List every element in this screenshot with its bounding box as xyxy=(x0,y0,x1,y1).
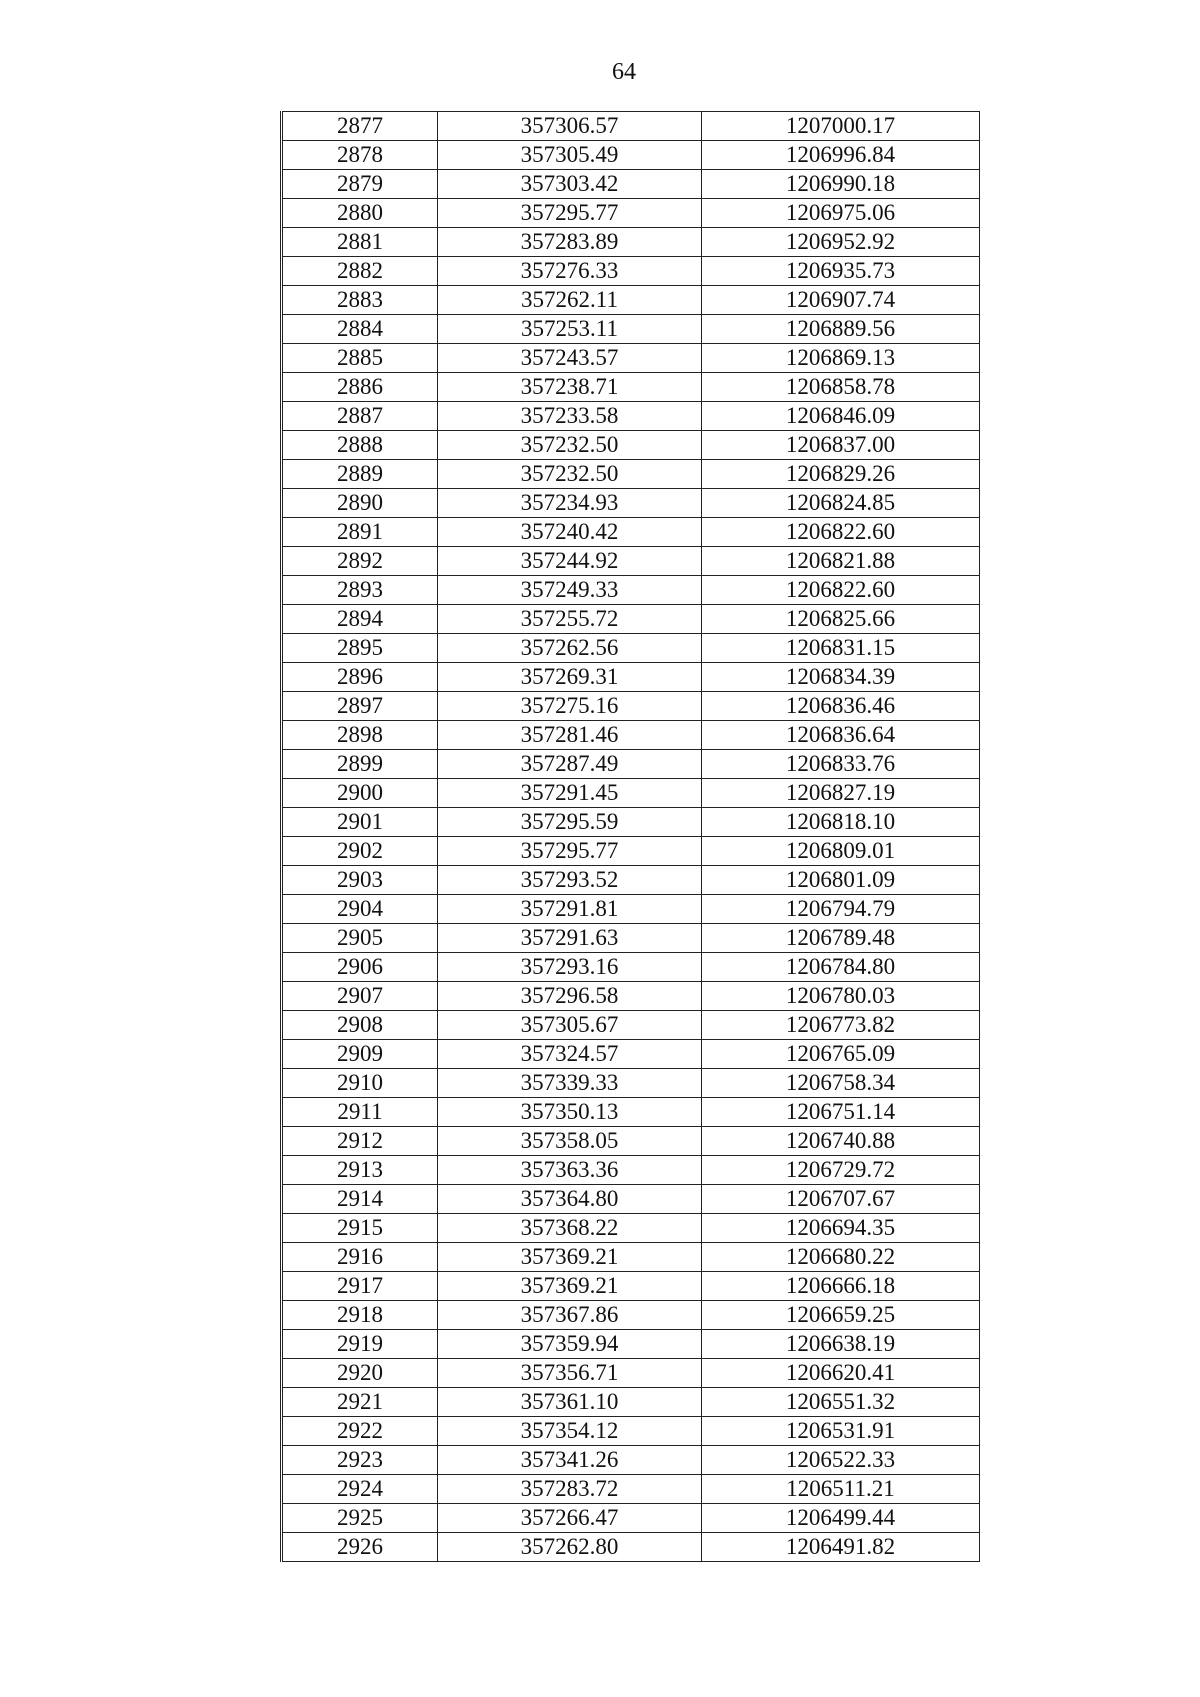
x-coordinate-cell: 357295.77 xyxy=(438,199,702,228)
table-row xyxy=(282,924,980,953)
coordinates-table-body xyxy=(282,112,980,1562)
y-coordinate-cell: 1206833.76 xyxy=(702,750,980,779)
y-coordinate-cell: 1206765.09 xyxy=(702,1040,980,1069)
point-number-cell: 2917 xyxy=(282,1272,438,1301)
x-coordinate-cell: 357253.11 xyxy=(438,315,702,344)
point-number-cell: 2926 xyxy=(282,1533,438,1562)
table-row xyxy=(282,257,980,286)
point-number-cell: 2920 xyxy=(282,1359,438,1388)
table-row xyxy=(282,953,980,982)
x-coordinate-cell: 357255.72 xyxy=(438,605,702,634)
point-number-cell: 2897 xyxy=(282,692,438,721)
table-row xyxy=(282,605,980,634)
x-coordinate-cell: 357339.33 xyxy=(438,1069,702,1098)
y-coordinate-cell: 1206836.64 xyxy=(702,721,980,750)
y-coordinate-cell: 1206822.60 xyxy=(702,576,980,605)
point-number-cell: 2885 xyxy=(282,344,438,373)
point-number-cell: 2912 xyxy=(282,1127,438,1156)
y-coordinate-cell: 1206522.33 xyxy=(702,1446,980,1475)
y-coordinate-cell: 1206620.41 xyxy=(702,1359,980,1388)
point-number-cell: 2914 xyxy=(282,1185,438,1214)
table-row xyxy=(282,663,980,692)
y-coordinate-cell: 1206638.19 xyxy=(702,1330,980,1359)
y-coordinate-cell: 1206784.80 xyxy=(702,953,980,982)
point-number-cell: 2892 xyxy=(282,547,438,576)
point-number-cell: 2884 xyxy=(282,315,438,344)
table-row xyxy=(282,1330,980,1359)
y-coordinate-cell: 1206659.25 xyxy=(702,1301,980,1330)
point-number-cell: 2888 xyxy=(282,431,438,460)
x-coordinate-cell: 357244.92 xyxy=(438,547,702,576)
point-number-cell: 2899 xyxy=(282,750,438,779)
y-coordinate-cell: 1207000.17 xyxy=(702,112,980,141)
table-row xyxy=(282,721,980,750)
point-number-cell: 2877 xyxy=(282,112,438,141)
x-coordinate-cell: 357306.57 xyxy=(438,112,702,141)
point-number-cell: 2886 xyxy=(282,373,438,402)
point-number-cell: 2890 xyxy=(282,489,438,518)
y-coordinate-cell: 1206740.88 xyxy=(702,1127,980,1156)
y-coordinate-cell: 1206975.06 xyxy=(702,199,980,228)
y-coordinate-cell: 1206729.72 xyxy=(702,1156,980,1185)
table-row xyxy=(282,750,980,779)
x-coordinate-cell: 357243.57 xyxy=(438,344,702,373)
point-number-cell: 2908 xyxy=(282,1011,438,1040)
x-coordinate-cell: 357367.86 xyxy=(438,1301,702,1330)
table-row xyxy=(282,1069,980,1098)
table-row xyxy=(282,141,980,170)
y-coordinate-cell: 1206829.26 xyxy=(702,460,980,489)
x-coordinate-cell: 357283.89 xyxy=(438,228,702,257)
y-coordinate-cell: 1206834.39 xyxy=(702,663,980,692)
y-coordinate-cell: 1206907.74 xyxy=(702,286,980,315)
point-number-cell: 2907 xyxy=(282,982,438,1011)
x-coordinate-cell: 357232.50 xyxy=(438,431,702,460)
x-coordinate-cell: 357361.10 xyxy=(438,1388,702,1417)
y-coordinate-cell: 1206499.44 xyxy=(702,1504,980,1533)
table-row xyxy=(282,895,980,924)
y-coordinate-cell: 1206821.88 xyxy=(702,547,980,576)
point-number-cell: 2918 xyxy=(282,1301,438,1330)
coordinates-table xyxy=(280,111,980,1562)
point-number-cell: 2902 xyxy=(282,837,438,866)
table-row xyxy=(282,518,980,547)
table-row xyxy=(282,1214,980,1243)
x-coordinate-cell: 357293.52 xyxy=(438,866,702,895)
table-row xyxy=(282,344,980,373)
y-coordinate-cell: 1206751.14 xyxy=(702,1098,980,1127)
point-number-cell: 2894 xyxy=(282,605,438,634)
x-coordinate-cell: 357291.45 xyxy=(438,779,702,808)
table-row xyxy=(282,1127,980,1156)
y-coordinate-cell: 1206825.66 xyxy=(702,605,980,634)
x-coordinate-cell: 357291.63 xyxy=(438,924,702,953)
y-coordinate-cell: 1206491.82 xyxy=(702,1533,980,1562)
point-number-cell: 2916 xyxy=(282,1243,438,1272)
table-row xyxy=(282,808,980,837)
y-coordinate-cell: 1206869.13 xyxy=(702,344,980,373)
x-coordinate-cell: 357240.42 xyxy=(438,518,702,547)
table-row xyxy=(282,779,980,808)
table-row xyxy=(282,1272,980,1301)
y-coordinate-cell: 1206889.56 xyxy=(702,315,980,344)
x-coordinate-cell: 357233.58 xyxy=(438,402,702,431)
x-coordinate-cell: 357295.77 xyxy=(438,837,702,866)
point-number-cell: 2880 xyxy=(282,199,438,228)
y-coordinate-cell: 1206822.60 xyxy=(702,518,980,547)
x-coordinate-cell: 357359.94 xyxy=(438,1330,702,1359)
point-number-cell: 2893 xyxy=(282,576,438,605)
y-coordinate-cell: 1206952.92 xyxy=(702,228,980,257)
table-row xyxy=(282,489,980,518)
x-coordinate-cell: 357291.81 xyxy=(438,895,702,924)
point-number-cell: 2906 xyxy=(282,953,438,982)
x-coordinate-cell: 357369.21 xyxy=(438,1243,702,1272)
x-coordinate-cell: 357293.16 xyxy=(438,953,702,982)
x-coordinate-cell: 357266.47 xyxy=(438,1504,702,1533)
y-coordinate-cell: 1206789.48 xyxy=(702,924,980,953)
y-coordinate-cell: 1206801.09 xyxy=(702,866,980,895)
point-number-cell: 2895 xyxy=(282,634,438,663)
table-row xyxy=(282,1533,980,1562)
y-coordinate-cell: 1206758.34 xyxy=(702,1069,980,1098)
y-coordinate-cell: 1206996.84 xyxy=(702,141,980,170)
point-number-cell: 2911 xyxy=(282,1098,438,1127)
table-row xyxy=(282,286,980,315)
x-coordinate-cell: 357364.80 xyxy=(438,1185,702,1214)
x-coordinate-cell: 357356.71 xyxy=(438,1359,702,1388)
table-row xyxy=(282,402,980,431)
y-coordinate-cell: 1206809.01 xyxy=(702,837,980,866)
table-row xyxy=(282,1388,980,1417)
x-coordinate-cell: 357296.58 xyxy=(438,982,702,1011)
point-number-cell: 2923 xyxy=(282,1446,438,1475)
x-coordinate-cell: 357358.05 xyxy=(438,1127,702,1156)
x-coordinate-cell: 357305.67 xyxy=(438,1011,702,1040)
table-row xyxy=(282,692,980,721)
table-row xyxy=(282,315,980,344)
x-coordinate-cell: 357232.50 xyxy=(438,460,702,489)
point-number-cell: 2900 xyxy=(282,779,438,808)
table-row xyxy=(282,228,980,257)
x-coordinate-cell: 357275.16 xyxy=(438,692,702,721)
x-coordinate-cell: 357369.21 xyxy=(438,1272,702,1301)
point-number-cell: 2909 xyxy=(282,1040,438,1069)
table-row xyxy=(282,547,980,576)
x-coordinate-cell: 357363.36 xyxy=(438,1156,702,1185)
x-coordinate-cell: 357262.80 xyxy=(438,1533,702,1562)
point-number-cell: 2901 xyxy=(282,808,438,837)
point-number-cell: 2910 xyxy=(282,1069,438,1098)
y-coordinate-cell: 1206666.18 xyxy=(702,1272,980,1301)
point-number-cell: 2903 xyxy=(282,866,438,895)
y-coordinate-cell: 1206818.10 xyxy=(702,808,980,837)
y-coordinate-cell: 1206858.78 xyxy=(702,373,980,402)
y-coordinate-cell: 1206831.15 xyxy=(702,634,980,663)
table-row xyxy=(282,373,980,402)
y-coordinate-cell: 1206773.82 xyxy=(702,1011,980,1040)
x-coordinate-cell: 357305.49 xyxy=(438,141,702,170)
y-coordinate-cell: 1206837.00 xyxy=(702,431,980,460)
table-row xyxy=(282,634,980,663)
page-number: 64 xyxy=(612,59,636,85)
table-row xyxy=(282,1504,980,1533)
table-row xyxy=(282,1156,980,1185)
point-number-cell: 2882 xyxy=(282,257,438,286)
point-number-cell: 2883 xyxy=(282,286,438,315)
table-row xyxy=(282,1040,980,1069)
table-row xyxy=(282,1185,980,1214)
table-row xyxy=(282,112,980,141)
table-row xyxy=(282,982,980,1011)
point-number-cell: 2905 xyxy=(282,924,438,953)
point-number-cell: 2922 xyxy=(282,1417,438,1446)
table-row xyxy=(282,1446,980,1475)
x-coordinate-cell: 357350.13 xyxy=(438,1098,702,1127)
table-row xyxy=(282,837,980,866)
y-coordinate-cell: 1206836.46 xyxy=(702,692,980,721)
point-number-cell: 2904 xyxy=(282,895,438,924)
table-row xyxy=(282,1417,980,1446)
x-coordinate-cell: 357287.49 xyxy=(438,750,702,779)
table-row xyxy=(282,170,980,199)
table-row xyxy=(282,1359,980,1388)
table-row xyxy=(282,866,980,895)
table-row xyxy=(282,1243,980,1272)
x-coordinate-cell: 357249.33 xyxy=(438,576,702,605)
x-coordinate-cell: 357303.42 xyxy=(438,170,702,199)
point-number-cell: 2879 xyxy=(282,170,438,199)
y-coordinate-cell: 1206990.18 xyxy=(702,170,980,199)
y-coordinate-cell: 1206824.85 xyxy=(702,489,980,518)
y-coordinate-cell: 1206827.19 xyxy=(702,779,980,808)
point-number-cell: 2898 xyxy=(282,721,438,750)
x-coordinate-cell: 357269.31 xyxy=(438,663,702,692)
table-row xyxy=(282,1475,980,1504)
y-coordinate-cell: 1206551.32 xyxy=(702,1388,980,1417)
table-row xyxy=(282,576,980,605)
point-number-cell: 2891 xyxy=(282,518,438,547)
point-number-cell: 2921 xyxy=(282,1388,438,1417)
x-coordinate-cell: 357238.71 xyxy=(438,373,702,402)
point-number-cell: 2913 xyxy=(282,1156,438,1185)
x-coordinate-cell: 357368.22 xyxy=(438,1214,702,1243)
y-coordinate-cell: 1206780.03 xyxy=(702,982,980,1011)
y-coordinate-cell: 1206680.22 xyxy=(702,1243,980,1272)
x-coordinate-cell: 357262.11 xyxy=(438,286,702,315)
point-number-cell: 2889 xyxy=(282,460,438,489)
x-coordinate-cell: 357234.93 xyxy=(438,489,702,518)
x-coordinate-cell: 357354.12 xyxy=(438,1417,702,1446)
x-coordinate-cell: 357283.72 xyxy=(438,1475,702,1504)
point-number-cell: 2919 xyxy=(282,1330,438,1359)
table-row xyxy=(282,1098,980,1127)
x-coordinate-cell: 357276.33 xyxy=(438,257,702,286)
point-number-cell: 2887 xyxy=(282,402,438,431)
point-number-cell: 2878 xyxy=(282,141,438,170)
table-row xyxy=(282,1301,980,1330)
table-row xyxy=(282,460,980,489)
y-coordinate-cell: 1206935.73 xyxy=(702,257,980,286)
y-coordinate-cell: 1206707.67 xyxy=(702,1185,980,1214)
x-coordinate-cell: 357295.59 xyxy=(438,808,702,837)
y-coordinate-cell: 1206794.79 xyxy=(702,895,980,924)
x-coordinate-cell: 357324.57 xyxy=(438,1040,702,1069)
point-number-cell: 2924 xyxy=(282,1475,438,1504)
point-number-cell: 2881 xyxy=(282,228,438,257)
y-coordinate-cell: 1206511.21 xyxy=(702,1475,980,1504)
table-row xyxy=(282,431,980,460)
y-coordinate-cell: 1206846.09 xyxy=(702,402,980,431)
table-row xyxy=(282,199,980,228)
y-coordinate-cell: 1206531.91 xyxy=(702,1417,980,1446)
point-number-cell: 2915 xyxy=(282,1214,438,1243)
x-coordinate-cell: 357341.26 xyxy=(438,1446,702,1475)
point-number-cell: 2896 xyxy=(282,663,438,692)
y-coordinate-cell: 1206694.35 xyxy=(702,1214,980,1243)
x-coordinate-cell: 357281.46 xyxy=(438,721,702,750)
x-coordinate-cell: 357262.56 xyxy=(438,634,702,663)
point-number-cell: 2925 xyxy=(282,1504,438,1533)
table-row xyxy=(282,1011,980,1040)
